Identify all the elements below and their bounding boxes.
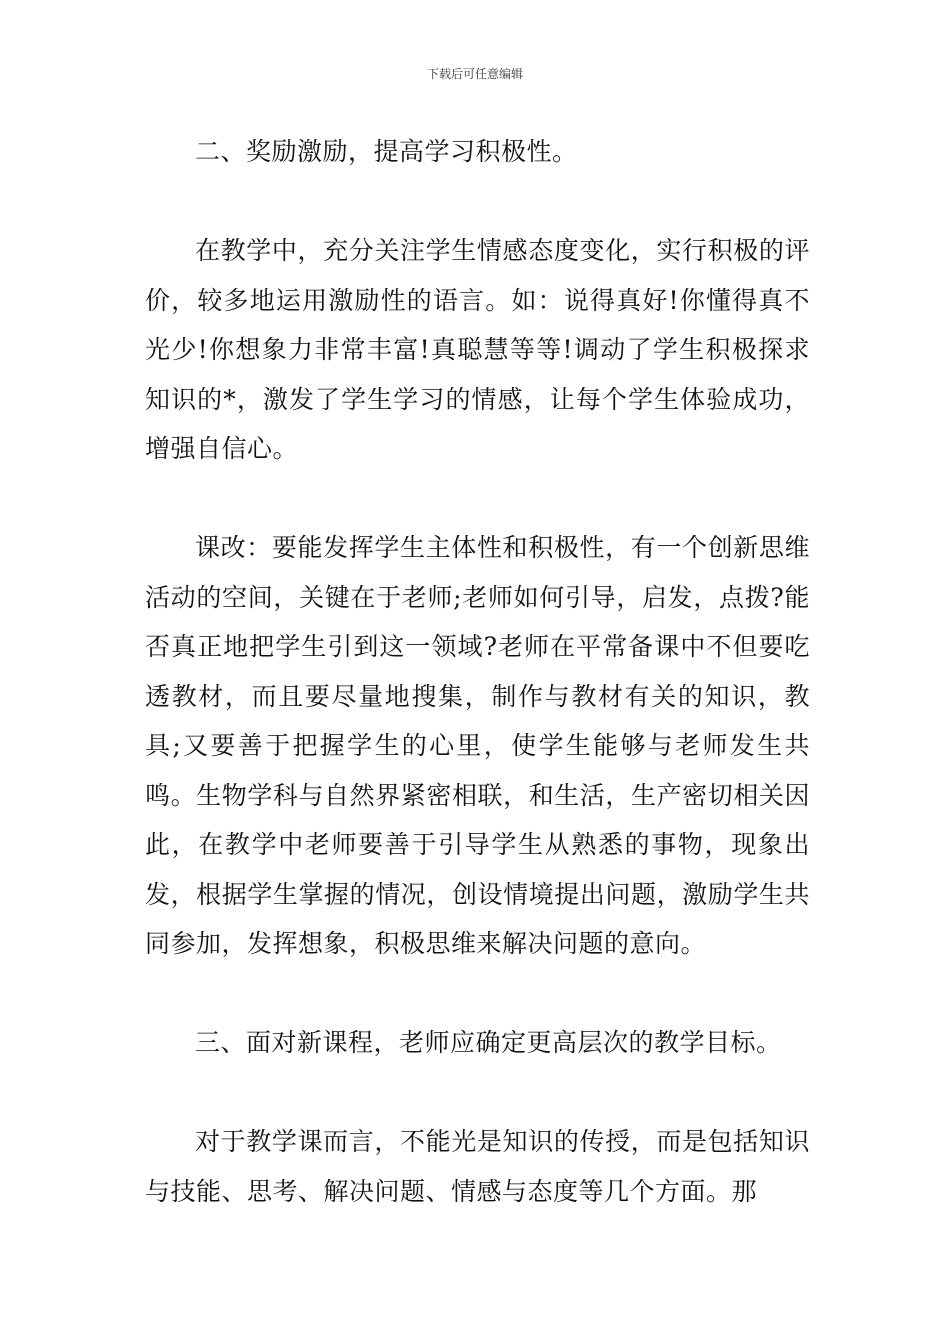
section-heading-2: 二、奖励激励，提高学习积极性。	[195, 137, 578, 166]
paragraph-gap	[145, 474, 810, 524]
page-header: 下载后可任意编辑	[426, 67, 523, 81]
paragraph-gap	[145, 1068, 810, 1118]
paragraph-encouragement: 在教学中，充分关注学生情感态度变化，实行积极的评价，较多地运用激励性的语言。如：说得真好!你懂得真不光少!你想象力非常丰富!真聪慧等等!调动了学生积极探求知识的*，激发了学生学习的情感，让每个学生体验成功，增强自信心。	[145, 236, 810, 463]
paragraph-gap	[145, 969, 810, 1019]
paragraph-teaching-goals: 对于教学课而言，不能光是知识的传授，而是包括知识与技能、思考、解决问题、情感与态度等几个方面。那	[145, 1127, 810, 1206]
section-heading-3: 三、面对新课程，老师应确定更高层次的教学目标。	[195, 1028, 782, 1057]
document-body	[145, 127, 810, 1216]
paragraph-curriculum-reform: 课改：要能发挥学生主体性和积极性，有一个创新思维活动的空间，关键在于老师;老师如何引导，启发，点拨?能否真正地把学生引到这一领域?老师在平常备课中不但要吃透教材，而且要尽量地搜集，制作与教材有关的知识，教具;又要善于把握学生的心里，使学生能够与老师发生共鸣。生物学科与自然界紧密相联，和生活，生产密切相关因此，在教学中老师要善于引导学生从熟悉的事物，现象出发，根据学生掌握的情况，创设情境提出问题，激励学生共同参加，发挥想象，积极思维来解决问题的意向。	[145, 533, 810, 958]
paragraph-gap	[145, 177, 810, 227]
